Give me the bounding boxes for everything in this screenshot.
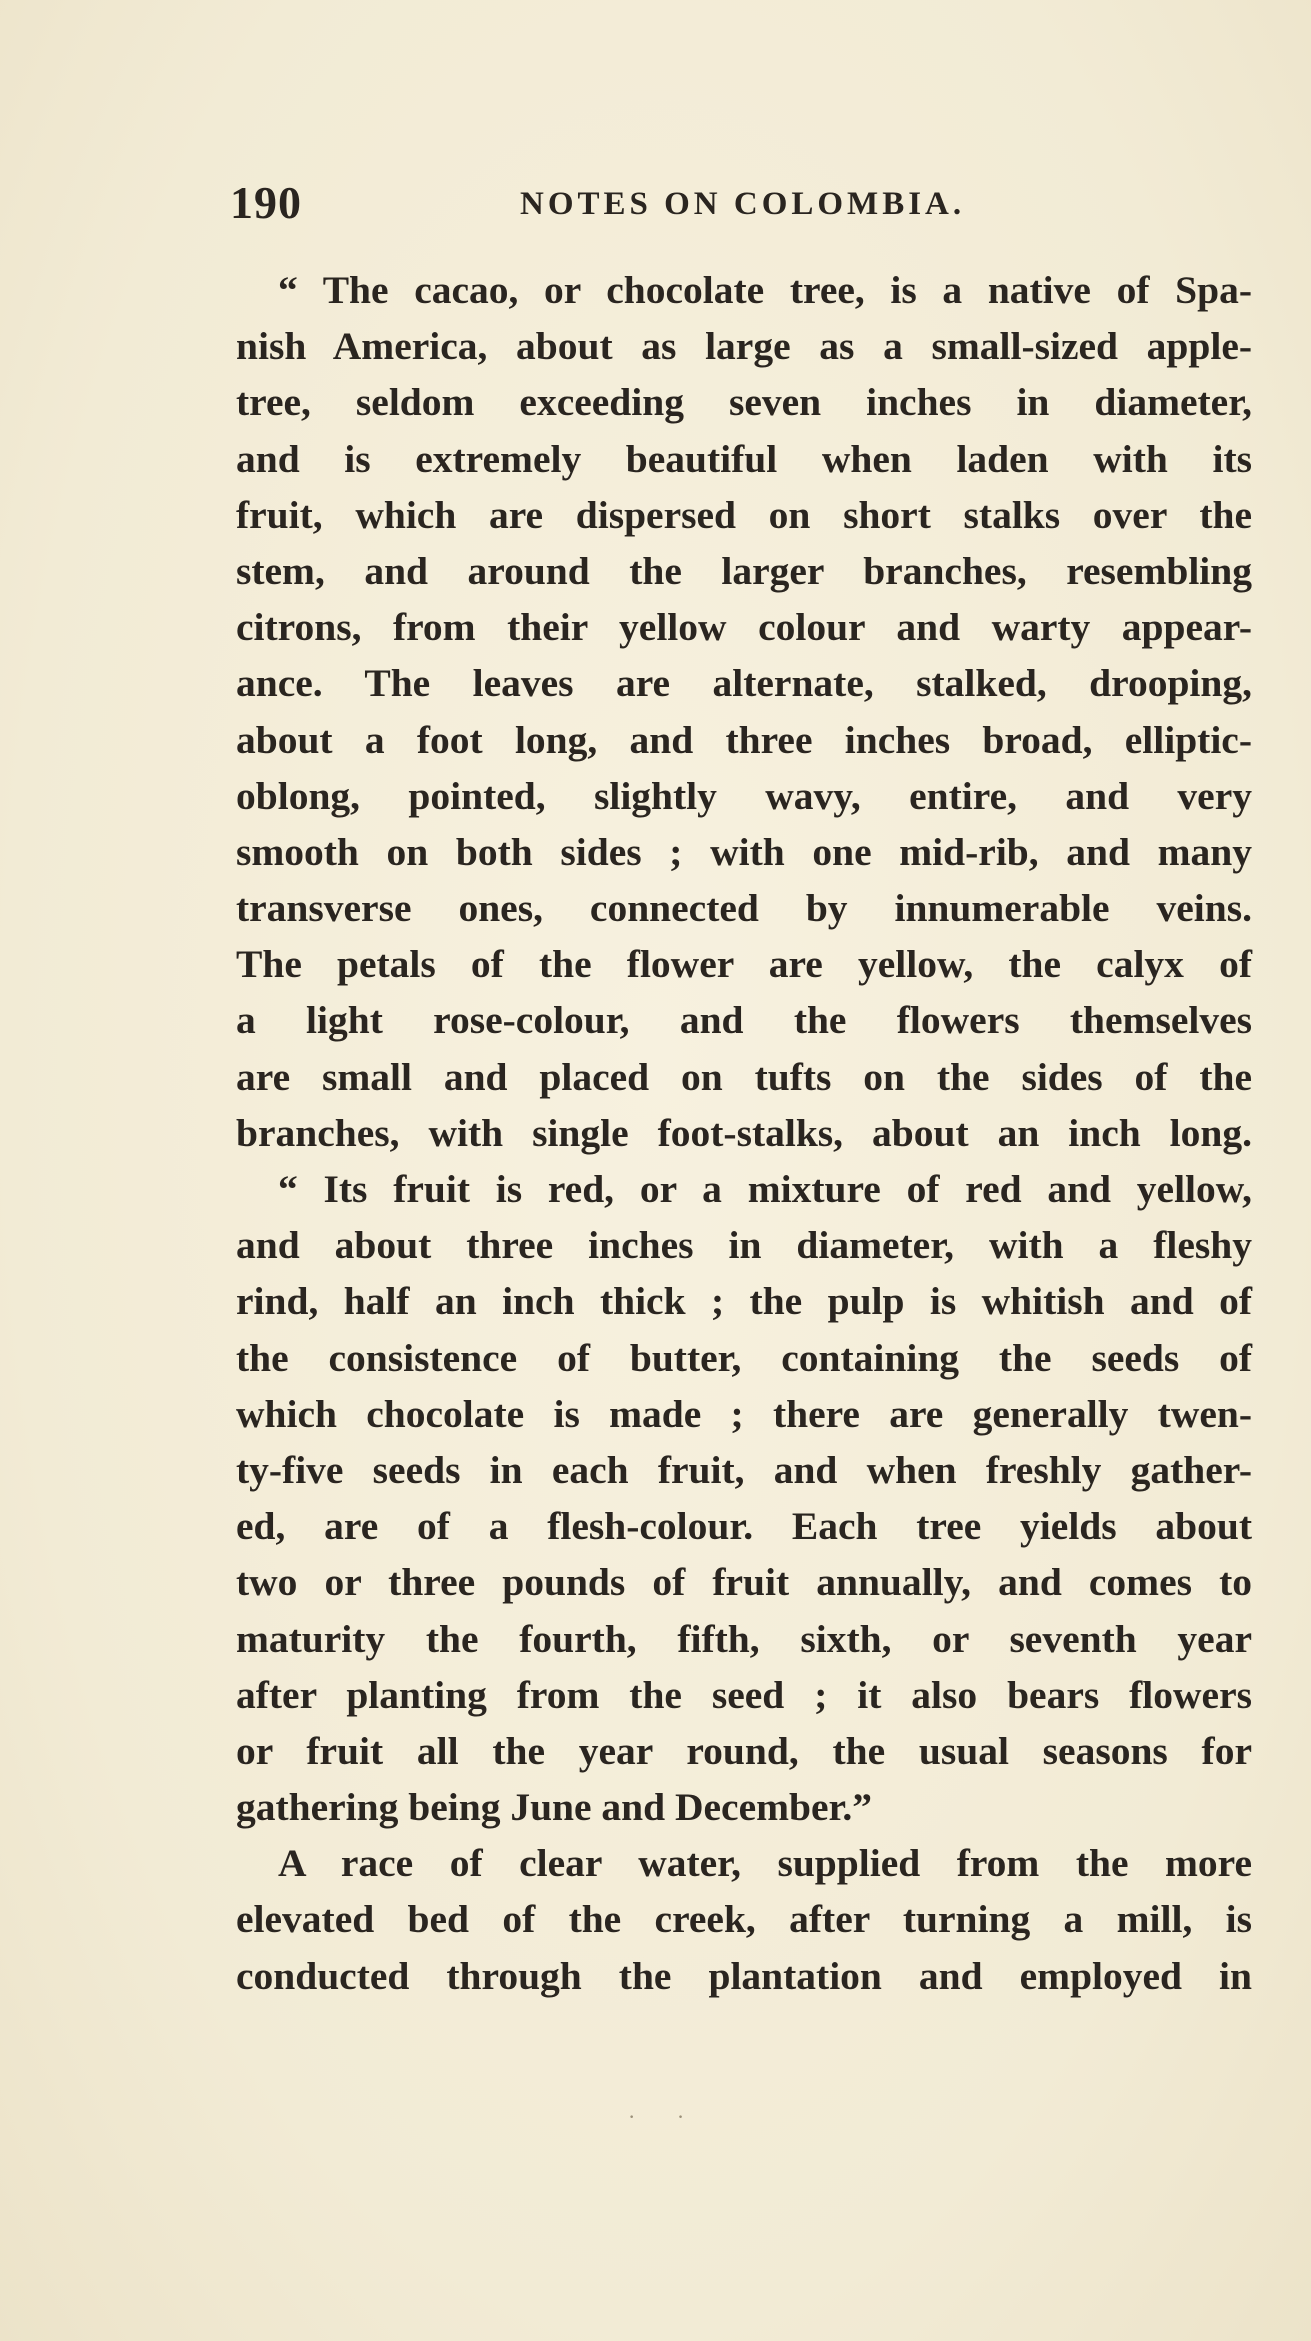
text-line: nish America, about as large as a small-sized apple- <box>236 324 1252 369</box>
text-line: fruit, which are dispersed on short stalks over the <box>236 492 1252 537</box>
text-line: after planting from the seed ; it also bears flowers <box>236 1672 1252 1717</box>
text-line: and about three inches in diameter, with a fleshy <box>236 1223 1252 1268</box>
text-line: or fruit all the year round, the usual seasons for <box>236 1728 1252 1773</box>
page-number: 190 <box>230 177 302 228</box>
text-line: smooth on both sides ; with one mid-rib, and many <box>236 829 1252 874</box>
text-line: A race of clear water, supplied from the more <box>278 1841 1252 1886</box>
text-line: the consistence of butter, containing the seeds of <box>236 1335 1252 1380</box>
text-line: The petals of the flower are yellow, the calyx of <box>236 942 1252 987</box>
text-line: maturity the fourth, fifth, sixth, or seventh year <box>236 1616 1252 1661</box>
text-line: “ The cacao, or chocolate tree, is a native of Spa- <box>278 268 1252 312</box>
text-line: about a foot long, and three inches broad, elliptic- <box>236 717 1252 762</box>
text-line: two or three pounds of fruit annually, and comes to <box>236 1560 1252 1605</box>
text-line: which chocolate is made ; there are generally twen- <box>236 1391 1252 1436</box>
body-text <box>236 262 1252 2004</box>
text-line: “ Its fruit is red, or a mixture of red and yellow, <box>278 1167 1252 1211</box>
text-line: citrons, from their yellow colour and warty appear- <box>236 605 1252 650</box>
paper-speck-marks: · · <box>628 2104 703 2129</box>
text-line: branches, with single foot-stalks, about an inch long. <box>236 1110 1252 1155</box>
text-line: oblong, pointed, slightly wavy, entire, and very <box>236 773 1252 818</box>
text-line: and is extremely beautiful when laden with its <box>236 436 1252 481</box>
text-line: gathering being June and December.” <box>236 1785 873 1830</box>
text-line: ed, are of a flesh-colour. Each tree yields about <box>236 1504 1252 1549</box>
text-line: a light rose-colour, and the flowers themselves <box>236 998 1252 1043</box>
text-line: are small and placed on tufts on the sides of the <box>236 1054 1252 1099</box>
text-line: stem, and around the larger branches, resembling <box>236 548 1252 593</box>
text-line: rind, half an inch thick ; the pulp is whitish and of <box>236 1279 1252 1324</box>
text-line: transverse ones, connected by innumerable veins. <box>236 886 1252 931</box>
text-line: ance. The leaves are alternate, stalked, drooping, <box>236 661 1252 706</box>
text-line: elevated bed of the creek, after turning a mill, is <box>236 1897 1252 1942</box>
text-line: ty-five seeds in each fruit, and when freshly gather- <box>236 1447 1252 1492</box>
page-header <box>230 176 1230 236</box>
running-title: NOTES ON COLOMBIA. <box>520 186 966 222</box>
text-line: tree, seldom exceeding seven inches in diameter, <box>236 380 1252 425</box>
text-line: conducted through the plantation and employed in <box>236 1953 1252 1998</box>
